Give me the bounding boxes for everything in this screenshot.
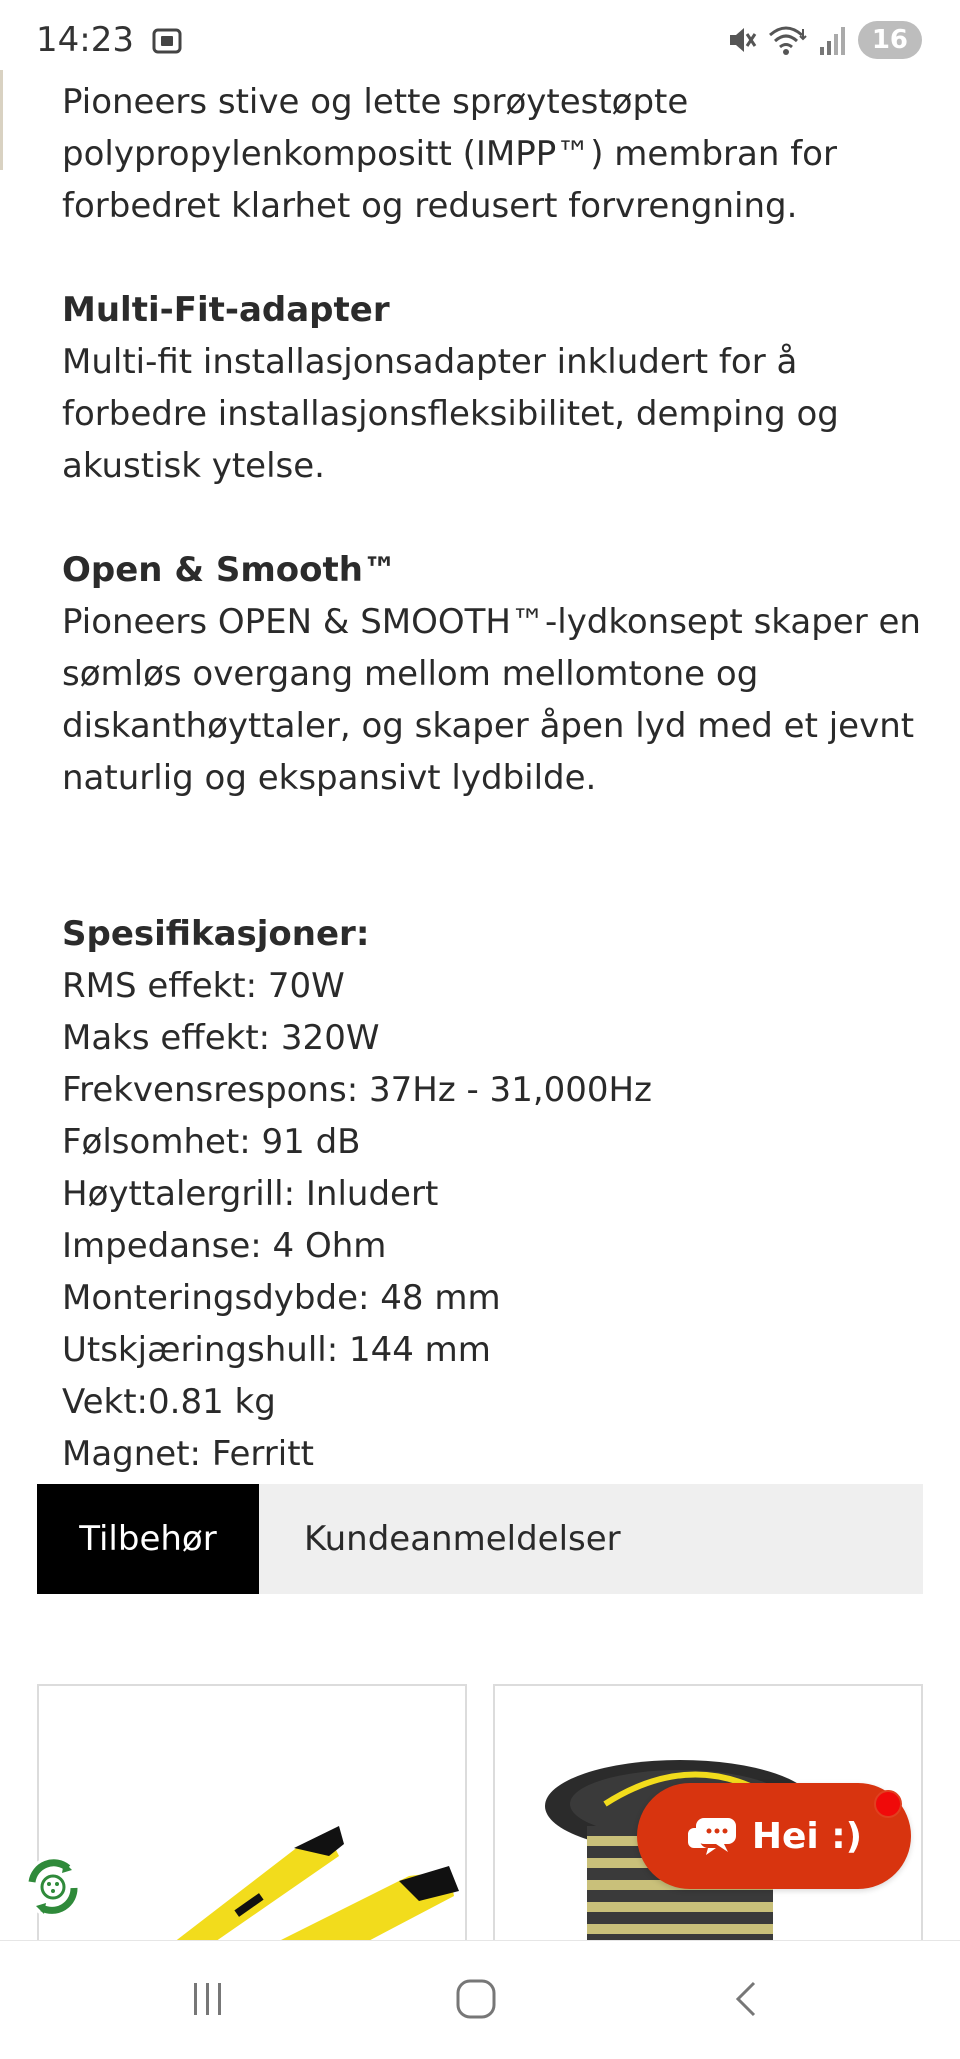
system-nav-bar [0,1940,960,2059]
wifi-icon [768,23,808,57]
battery-indicator: 16 [858,21,922,59]
spec-item: Magnet: Ferritt [62,1434,314,1474]
multifit-heading: Multi-Fit-adapter [62,290,390,330]
spec-item: Vekt:0.81 kg [62,1382,276,1422]
back-icon [726,1977,770,2021]
tab-tilbehor[interactable]: Tilbehør [37,1484,259,1594]
spec-item: Høyttalergrill: Inludert [62,1174,439,1214]
status-bar [0,0,960,84]
specs-heading: Spesifikasjoner: [62,914,370,954]
recent-apps-icon [186,1977,230,2021]
smooth-heading: Open & Smooth™ [62,550,397,590]
impp-text: Pioneers stive og lette sprøytestøpte polypropylenkompositt (IMPP™) membran for forbedret klarhet og redusert forvrengning. [62,82,837,226]
recycle-badge-icon[interactable] [18,1852,88,1922]
spec-item: Utskjæringshull: 144 mm [62,1330,491,1370]
chat-label: Hei :) [751,1815,863,1857]
spec-item: RMS effekt: 70W [62,966,345,1006]
smooth-text: Pioneers OPEN & SMOOTH™-lydkonsept skaper en sømløs overgang mellom mellomtone og diskanthøyttaler, og skaper åpen lyd med et jevnt naturlig og ekspansivt lydbilde. [62,602,921,798]
status-icons [724,20,922,60]
signal-icon [818,23,848,57]
product-card[interactable] [37,1684,467,1944]
back-button[interactable] [718,1969,778,2029]
crimping-tool-image [39,1686,467,1944]
edge-marker [0,70,3,170]
spec-item: Maks effekt: 320W [62,1018,380,1058]
home-button[interactable] [446,1969,506,2029]
spec-item: Følsomhet: 91 dB [62,1122,361,1162]
product-tabs [37,1484,923,1594]
chat-button[interactable] [637,1783,911,1889]
status-time: 14:23 [36,20,134,60]
notification-dot [874,1790,902,1818]
chat-bubble-icon [686,1814,738,1858]
product-description [62,76,922,1480]
home-icon [452,1975,500,2023]
screenshot-icon [150,24,184,58]
recent-apps-button[interactable] [178,1969,238,2029]
spec-item: Frekvensrespons: 37Hz - 31,000Hz [62,1070,652,1110]
spec-item: Monteringsdybde: 48 mm [62,1278,501,1318]
multifit-text: Multi-fit installasjonsadapter inkludert for å forbedre installasjonsfleksibilitet, demping og akustisk ytelse. [62,342,839,486]
tab-kundeanmeldelser[interactable]: Kundeanmeldelser [304,1519,621,1559]
mute-icon [724,23,758,57]
spec-item: Impedanse: 4 Ohm [62,1226,387,1266]
